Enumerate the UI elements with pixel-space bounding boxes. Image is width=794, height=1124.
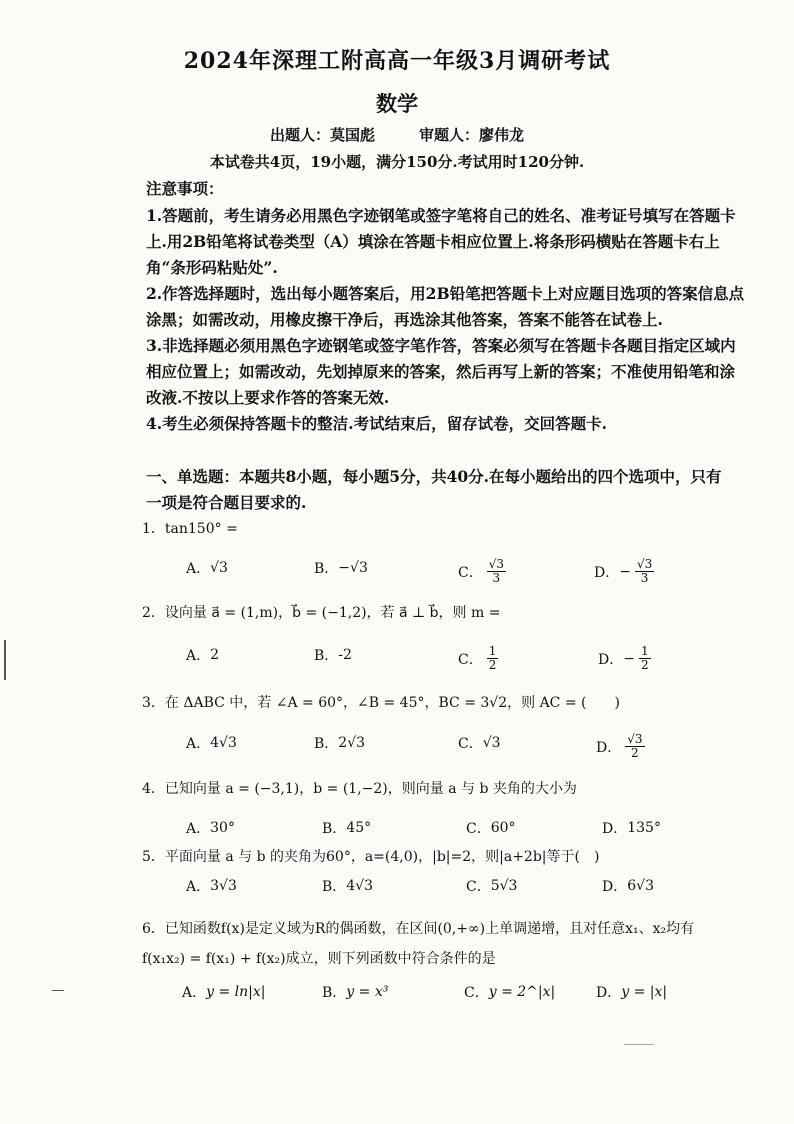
fraction-numerator: √3 (627, 732, 643, 746)
option-text: √3 (482, 735, 501, 751)
fraction-numerator: 1 (640, 644, 649, 658)
option-label: B． (314, 736, 339, 752)
option-d (598, 645, 651, 672)
option-c (464, 982, 555, 1002)
exam-title: 2024年深理工附高高一年级3月调研考试 (183, 48, 611, 74)
fraction (635, 558, 654, 585)
question-2-options (0, 645, 794, 675)
fraction (487, 645, 499, 672)
option-b (322, 818, 371, 838)
option-a (182, 982, 266, 1002)
option-label: A． (186, 561, 211, 577)
option-text: y = x³ (346, 984, 389, 1000)
option-text: 4√3 (346, 878, 374, 894)
question-6-options (0, 982, 794, 1012)
authors-line (0, 124, 794, 145)
option-prefix: − (619, 563, 631, 580)
option-text: 135° (627, 820, 661, 836)
notice-item: 3.非选择题必须用黑色字迹钢笔或签字笔作答，答案必须写在答题卡各题目指定区域内相应位置上；如需改动，先划掉原来的答案，然后再写上新的答案；不准使用铅笔和涂改液.不按以上要求作答的答案无效. (146, 336, 736, 407)
option-label: C． (458, 651, 483, 668)
option-text: 60° (490, 820, 516, 836)
option-label: A． (182, 985, 207, 1001)
option-c (466, 876, 517, 896)
option-d (602, 818, 661, 838)
fraction-denominator: 3 (492, 571, 501, 585)
reviewer-name: 审题人：廖伟龙 (419, 126, 525, 144)
fraction-denominator: 3 (640, 571, 649, 585)
option-label: A． (186, 879, 211, 895)
option-label: B． (314, 561, 339, 577)
option-d (602, 876, 654, 896)
option-label: D． (602, 821, 628, 837)
exam-info: 本试卷共4页，19小题，满分150分.考试用时120分钟. (209, 153, 585, 171)
option-text: 2 (210, 647, 220, 663)
option-a (186, 733, 237, 753)
option-b (322, 876, 373, 896)
question-5-stem: 5．平面向量 a 与 b 的夹角为60°，a=(4,0)，|b|=2，则|a+2b|等于( ) (142, 849, 600, 865)
fraction-numerator: 1 (488, 644, 497, 658)
option-c (458, 645, 498, 672)
option-c (458, 558, 506, 585)
option-label: A． (186, 648, 211, 664)
fraction (625, 733, 644, 760)
notice-item: 1.答题前，考生请务必用黑色字迹钢笔或签字笔将自己的姓名、准考证号填写在答题卡上.用2B铅笔将试卷类型（A）填涂在答题卡相应位置上.将条形码横贴在答题卡右上角“条形码粘贴处”. (146, 206, 736, 277)
option-b (314, 558, 368, 578)
option-d (596, 982, 667, 1002)
question-2-stem: 2．设向量 a⃗ = (1,m)，b⃗ = (−1,2)，若 a⃗ ⊥ b⃗，则 m = (142, 605, 501, 621)
question-5-options (0, 876, 794, 906)
option-label: C． (458, 736, 483, 752)
option-text: 4√3 (210, 735, 237, 751)
option-a (186, 818, 235, 838)
option-text: 5√3 (490, 878, 518, 894)
option-c (458, 733, 501, 753)
option-b (314, 733, 365, 753)
fraction-numerator: √3 (488, 557, 504, 571)
section-heading: 一、单选题：本题共8小题，每小题5分，共40分.在每小题给出的四个选项中，只有一项是符合题目要求的. (146, 467, 722, 512)
option-b (314, 645, 352, 665)
option-label: D． (596, 739, 622, 756)
option-c (466, 818, 516, 838)
option-prefix: − (623, 650, 635, 667)
option-label: D． (596, 985, 622, 1001)
notice-item: 2.作答选择题时，选出每小题答案后，用2B铅笔把答题卡上对应题目选项的答案信息点涂黑；如需改动，用橡皮擦干净后，再选涂其他答案，答案不能答在试卷上. (146, 284, 745, 329)
question-3-options (0, 733, 794, 763)
option-label: D． (594, 564, 620, 581)
option-text: 45° (346, 820, 372, 836)
scan-edge-mark (4, 640, 6, 680)
option-d (594, 558, 654, 585)
setter-name: 出题人：莫国彪 (269, 126, 375, 144)
option-label: B． (314, 648, 339, 664)
scan-dash-mark (624, 1044, 654, 1045)
option-text: −√3 (338, 560, 368, 576)
subject-title: 数学 (376, 91, 418, 116)
option-text: y = |x| (621, 984, 668, 1000)
option-label: D． (602, 879, 628, 895)
fraction-denominator: 2 (640, 658, 649, 672)
option-text: y = ln|x| (206, 984, 266, 1000)
question-1-stem: 1．tan150° = (142, 521, 238, 537)
option-label: A． (186, 821, 211, 837)
question-3-stem: 3．在 ΔABC 中，若 ∠A = 60°，∠B = 45°，BC = 3√2，则 AC = ( ) (142, 695, 620, 711)
option-d (596, 733, 645, 760)
option-text: y = 2^|x| (488, 984, 556, 1000)
notice-heading: 注意事项： (146, 179, 224, 198)
option-text: √3 (210, 560, 228, 576)
fraction-numerator: √3 (636, 557, 653, 571)
fraction (487, 558, 506, 585)
option-text: 3√3 (210, 878, 237, 894)
option-b (322, 982, 388, 1002)
scan-dash-mark (52, 990, 64, 991)
option-label: B． (322, 985, 347, 1001)
option-a (186, 558, 228, 578)
question-4-options (0, 818, 794, 848)
fraction (639, 645, 651, 672)
fraction-denominator: 2 (631, 746, 639, 760)
question-6-stem: 6．已知函数f(x)是定义域为R的偶函数，在区间(0,+∞)上单调递增，且对任意x₁、x₂均有f(x₁x₂) = f(x₁) + f(x₂)成立，则下列函数中符合条件的是 (142, 921, 695, 967)
question-4-stem: 4．已知向量 a = (−3,1)，b = (1,−2)，则向量 a 与 b 夹角的大小为 (142, 781, 577, 797)
option-label: C． (466, 879, 491, 895)
option-label: A． (186, 736, 211, 752)
notice-item: 4.考生必须保持答题卡的整洁.考试结束后，留存试卷，交回答题卡. (146, 414, 607, 433)
option-label: D． (598, 651, 624, 668)
option-a (186, 876, 237, 896)
fraction-denominator: 2 (488, 658, 497, 672)
option-label: B． (322, 879, 347, 895)
option-label: B． (322, 821, 347, 837)
question-1-options (0, 558, 794, 588)
option-text: 2√3 (338, 735, 366, 751)
option-text: -2 (338, 647, 352, 663)
notice-list (146, 203, 746, 437)
option-text: 6√3 (627, 878, 654, 894)
option-a (186, 645, 219, 665)
option-label: C． (458, 564, 483, 581)
option-label: C． (466, 821, 491, 837)
option-label: C． (464, 985, 489, 1001)
option-text: 30° (210, 820, 235, 836)
